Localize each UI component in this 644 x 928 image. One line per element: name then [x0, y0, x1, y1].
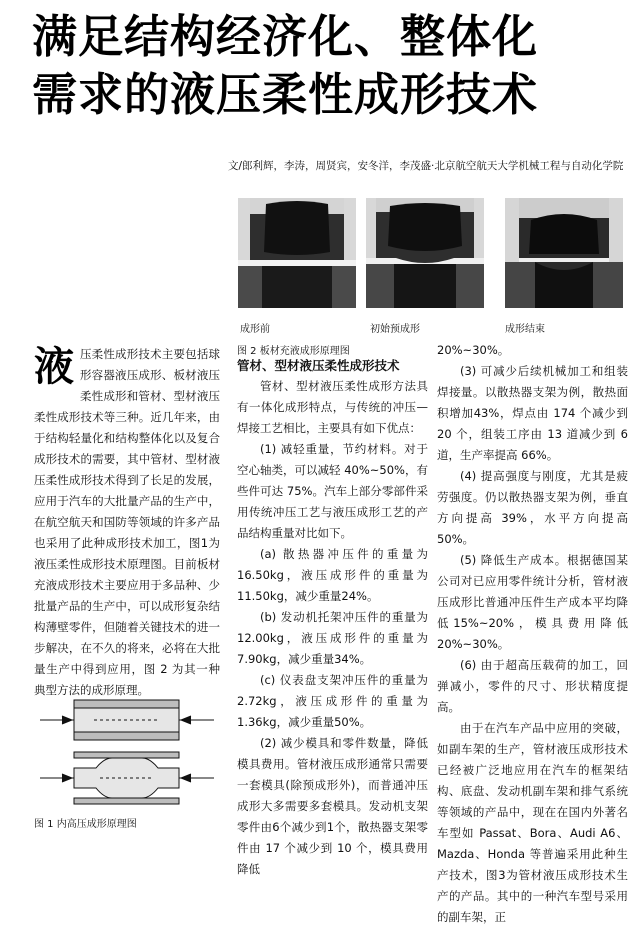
- figure1-caption: 图 1 内高压成形原理图: [34, 819, 137, 830]
- right-column: [437, 340, 628, 928]
- figure2-preform-image: [366, 198, 484, 308]
- item-a: (a) 散热器冲压件的重量为16.50kg，液压成形件的重量为11.50kg，减少重量24%。: [237, 547, 428, 603]
- byline: 文/郎利辉，李涛，周贤宾，安冬洋，李茂盛·北京航空航天大学机械工程与自动化学院: [228, 160, 624, 172]
- point-6: (6) 由于超高压载荷的加工，回弹减小，零件的尺寸、形状精度提高。: [437, 658, 628, 714]
- figure2-label-preform: 初始预成形: [370, 324, 420, 335]
- point-5: (5) 降低生产成本。根据德国某公司对已应用零件统计分析，管材液压成形比普通冲压件生产成本平均降低15%~20%，模具费用降低 20%~30%。: [437, 553, 628, 651]
- point-1: (1) 减轻重量，节约材料。对于空心轴类，可以减轻 40%~50%，有些件可达 75%。汽车上部分零部件采用传统冲压工艺与液压成形工艺的产品结构重量对比如下。: [237, 442, 428, 540]
- figure2-panel-before: [238, 198, 356, 308]
- figure2-panel-end: [505, 198, 623, 308]
- title-line-2: 需求的液压柔性成形技术: [32, 68, 539, 121]
- dropcap: 液: [34, 344, 74, 390]
- section-heading: 管材、型材液压柔性成形技术: [237, 358, 400, 373]
- point-3: (3) 可减少后续机械加工和组装焊接量。以散热器支架为例，散热面积增加43%，焊点由 174 个减少到 20 个，组装工序由 13 道减少到 6 道，生产率提高 66%。: [437, 364, 628, 462]
- figure2-before-image: [238, 198, 356, 308]
- figure2-label-before: 成形前: [240, 324, 270, 335]
- middle-column: [237, 356, 428, 880]
- point-4: (4) 提高强度与刚度，尤其是疲劳强度。仍以散热器支架为例，垂直方向提高 39%，水平方向提高 50%。: [437, 469, 628, 546]
- figure2-end-image: [505, 198, 623, 308]
- right-continuation: 20%~30%。: [437, 343, 510, 357]
- left-column: [34, 344, 220, 701]
- figure2-caption: 图 2 板材充液成形原理图: [237, 346, 350, 357]
- automotive-paragraph: 由于在汽车产品中应用的突破，如副车架的生产，管材液压成形技术已经被广泛地应用在汽车的框架结构、底盘、发动机副车架和排气系统等领域的产品中，现在在国内外著名车型如 Passat、Bora、Audi A6、Mazda、Honda 等普遍采用此种生产技术，图3为管材液压成形技术生产的产品。其中的一种汽车型号采用的副车架，正: [437, 721, 628, 924]
- figure1-diagram: [34, 690, 219, 810]
- middle-intro: 管材、型材液压柔性成形方法具有一体化成形特点，与传统的冲压—焊接工艺相比，主要具有如下优点：: [237, 379, 428, 435]
- title-line-1: 满足结构经济化、整体化: [32, 10, 539, 63]
- intro-paragraph: [34, 344, 220, 701]
- figure2-label-end: 成形结束: [505, 324, 545, 335]
- point-2: (2) 减少模具和零件数量，降低模具费用。管材液压成形通常只需要一套模具(除预成形外)，而普通冲压成形大多需要多套模具。发动机支架零件由6个减少到1个，散热器支架零件由 17 个减少到 10 个，模具费用降低: [237, 736, 428, 876]
- intro-text: 压柔性成形技术主要包括球形容器液压成形、板材液压柔性成形和管材、型材液压柔性成形技术等三种。近几年来，由于结构轻量化和结构整体化以及复合成形技术的需要，其中管材、型材液压柔性成形技术得到了长足的发展，应用于汽车的大批量产品的生产中，在航空航天和国防等领域的许多产品也采用了此种成形技术加工，图1为液压柔性成形技术原理图。目前板材充液成形技术主要应用于多品种、少批量产品的生产中，可以成形复杂结构薄壁零件，但随着关键技术的进一步解决，在不久的将来，必将在大批量生产中得到应用，图 2 为其一种典型方法的成形原理。: [34, 347, 220, 697]
- item-b: (b) 发动机托架冲压件的重量为12.00kg，液压成形件的重量为7.90kg，减少重量34%。: [237, 610, 428, 666]
- item-c: (c) 仪表盘支架冲压件的重量为2.72kg，液压成形件的重量为1.36kg，减少重量50%。: [237, 673, 428, 729]
- figure2-panel-preform: [366, 198, 484, 308]
